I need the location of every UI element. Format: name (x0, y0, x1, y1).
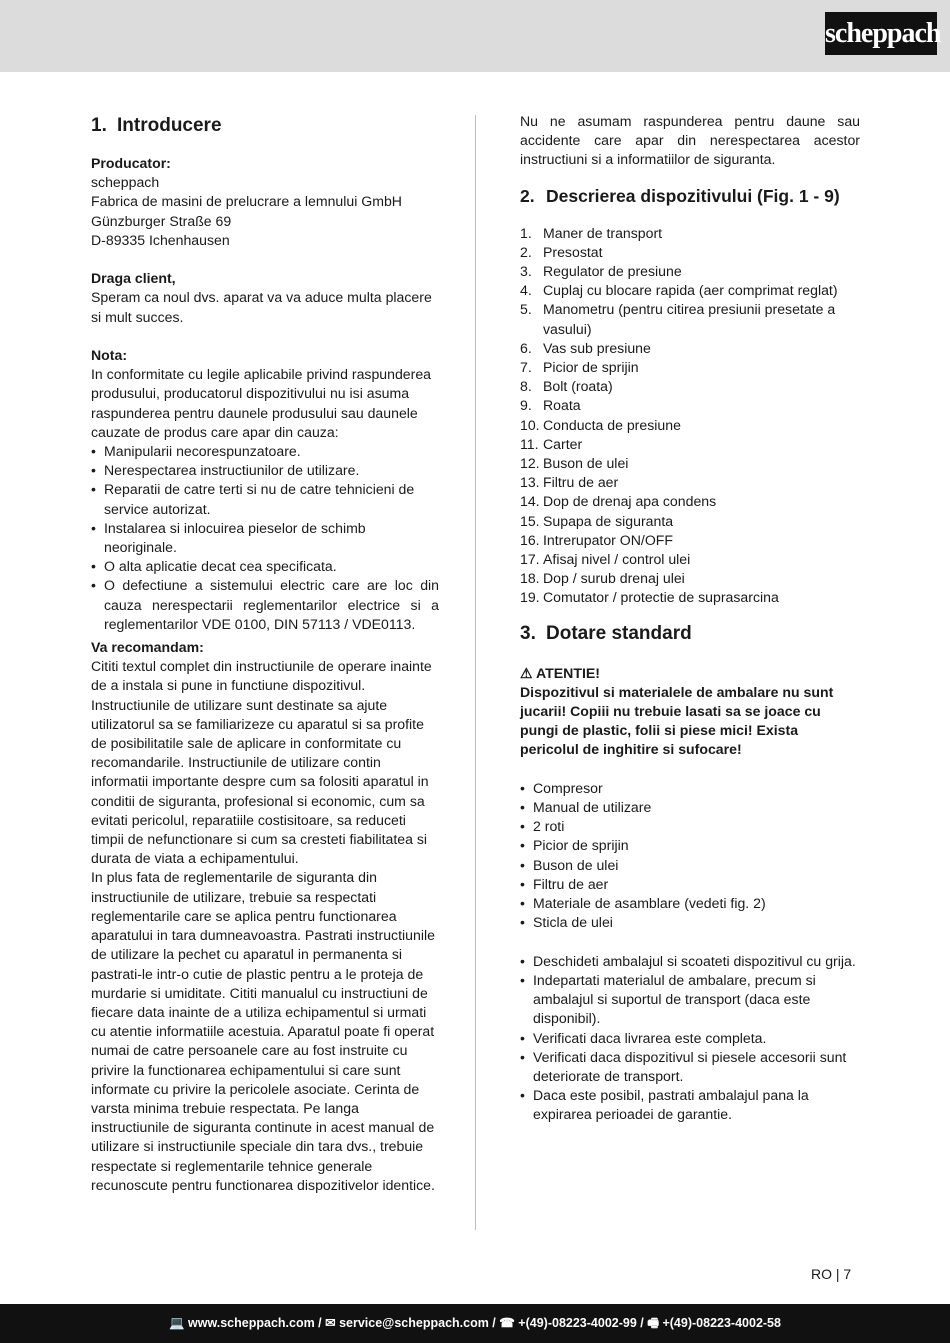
greeting-label: Draga client, (91, 270, 176, 287)
section-number: 1. (91, 115, 107, 136)
list-item: • Verificati daca livrarea este completa. (520, 1029, 860, 1048)
device-part-text: Dop / surub drenaj ulei (543, 570, 685, 587)
device-part-text: Cuplaj cu blocare rapida (aer comprimat reglat) (543, 282, 838, 299)
device-part-item (520, 435, 860, 454)
device-part-text: Carter (543, 435, 583, 452)
left-column (91, 112, 439, 1195)
device-part-item (520, 550, 860, 569)
list-item: • Buson de ulei (520, 856, 860, 875)
section-title-dotare (520, 620, 860, 648)
device-part-text: Conducta de presiune (543, 416, 681, 433)
device-part-item (520, 473, 860, 492)
device-part-item (520, 281, 860, 300)
list-item: • O alta aplicatie decat cea specificata. (91, 557, 439, 576)
device-part-text: Buson de ulei (543, 455, 629, 472)
device-part-item (520, 492, 860, 511)
producer-line: Günzburger Straße 69 (91, 212, 232, 229)
list-item: • Instalarea si inlocuirea pieselor de schimb neoriginale. (91, 519, 439, 557)
list-item: • Indepartati materialul de ambalare, precum si ambalajul si suportul de transport (daca este disponibil). (520, 971, 860, 1029)
device-part-number: 18. (520, 570, 540, 587)
device-part-number: 1. (520, 224, 532, 241)
device-part-text: Dop de drenaj apa condens (543, 493, 717, 510)
list-item: • Compresor (520, 779, 860, 798)
section-title-text: Descrierea dispozitivului (Fig. 1 - 9) (546, 185, 840, 206)
list-item: • Verificati daca dispozitivul si piesele accesorii sunt deteriorate de transport. (520, 1048, 860, 1086)
list-item: • Daca este posibil, pastrati ambalajul pana la expirarea perioadei de garantie. (520, 1086, 860, 1124)
list-item: • Picior de sprijin (520, 836, 860, 855)
note-list (91, 442, 439, 634)
device-part-item (520, 300, 860, 338)
device-part-item (520, 454, 860, 473)
device-part-item (520, 262, 860, 281)
device-part-number: 5. (520, 301, 532, 318)
footer-contact-bar: 💻 www.scheppach.com / ✉ service@scheppach.com / ☎ +(49)-08223-4002-99 / 🖷 +(49)-08223-4002-58 (0, 1304, 950, 1343)
note-text: In conformitate cu legile aplicabile privind raspunderea produsului, producatorul dispozitivului nu isi asuma raspunderea pentru daunele produsului sau daunele cauzate de produs care apar din cauza: (91, 366, 432, 440)
producer-line: scheppach (91, 174, 160, 191)
device-part-item (520, 224, 860, 243)
list-item: • O defectiune a sistemului electric care are loc din cauza nerespectarii reglementarilor electrice si a reglementarilor VDE 0100, DIN 57113 / VDE0113. (91, 576, 439, 634)
device-part-text: Bolt (roata) (543, 378, 613, 395)
device-parts-list (520, 224, 860, 608)
liability-text: Nu ne asumam raspunderea pentru daune sau accidente care apar din nerespectarea acestor instructiuni si a informatiilor de siguranta. (520, 113, 860, 168)
page-number: RO | 7 (811, 1266, 852, 1282)
device-part-text: Presostat (543, 243, 603, 260)
device-part-number: 14. (520, 493, 540, 510)
list-item: • Manual de utilizare (520, 798, 860, 817)
section-title-descriere (520, 182, 860, 210)
device-part-text: Roata (543, 397, 581, 414)
device-part-text: Maner de transport (543, 224, 663, 241)
header-bar (0, 0, 950, 72)
device-part-number: 17. (520, 551, 540, 568)
device-part-item (520, 377, 860, 396)
device-part-number: 19. (520, 589, 540, 606)
device-part-number: 16. (520, 531, 540, 548)
device-part-number: 7. (520, 359, 532, 376)
device-part-text: Vas sub presiune (543, 339, 651, 356)
device-part-number: 10. (520, 416, 540, 433)
greeting-text: Speram ca noul dvs. aparat va va aduce multa placere si mult succes. (91, 289, 432, 325)
note-label: Nota: (91, 347, 128, 363)
warning-label: ⚠ ATENTIE! (520, 664, 600, 681)
section-number: 2. (520, 185, 535, 206)
producer-line: Fabrica de masini de prelucrare a lemnului GmbH (91, 193, 402, 210)
device-part-text: Comutator / protectie de suprasarcina (543, 589, 779, 606)
device-part-number: 4. (520, 282, 532, 299)
device-part-number: 9. (520, 397, 532, 414)
column-divider (475, 115, 476, 1230)
device-part-number: 6. (520, 339, 532, 356)
device-part-text: Regulator de presiune (543, 263, 682, 280)
right-column (520, 112, 860, 1125)
section-title-text: Introducere (117, 115, 222, 136)
section-title-text: Dotare standard (546, 622, 692, 644)
device-part-text: Supapa de siguranta (543, 512, 674, 529)
warning-text: Dispozitivul si materialele de ambalare nu sunt jucarii! Copiii nu trebuie lasati sa se joace cu pungi de plastic, folii si piese mici! Exista pericolul de inghitire si sufocare! (520, 683, 834, 758)
recommend-paragraph: In plus fata de reglementarile de siguranta din instructiunile de utilizare, trebuie sa respectati reglementarile care se aplica pentru functionarea aparatului in tara dumneavoastra. Pastrati instructiunile de utilizare la pechet cu aparatul in permanenta si pastrati-le intr-o cutie de plastic pentru a le proteja de murdarie si umiditate. Cititi manualul cu instructiuni de fiecare data inainte de a utiliza echipamentul si urmati cu atentie informatiile acestuia. Aparatul poate fi operat numai de catre persoanele care au fost instruite cu privire la functionarea echipamentului si care sunt informate cu privire la pericolele asociate. Cerinta de varsta minima trebuie respectata. Pe langa instructiunile de siguranta continute in acest manual de utilizare si instructiunile speciale din tara dvs., trebuie respectate si reglementarile tehnice generale recunoscute pentru functionarea dispozitivelor identice. (91, 869, 435, 1193)
device-part-item (520, 531, 860, 550)
list-item: • Filtru de aer (520, 875, 860, 894)
device-part-item (520, 243, 860, 262)
list-item: • Deschideti ambalajul si scoateti dispozitivul cu grija. (520, 952, 860, 971)
scheppach-logo: scheppach (825, 12, 937, 55)
device-part-text: Filtru de aer (543, 474, 619, 491)
list-item: • Manipularii necorespunzatoare. (91, 442, 439, 461)
unpacking-list (520, 952, 860, 1125)
device-part-text: Intrerupator ON/OFF (543, 531, 674, 548)
device-part-number: 12. (520, 455, 540, 472)
device-part-text: Afisaj nivel / control ulei (543, 551, 691, 568)
producer-line: D-89335 Ichenhausen (91, 231, 230, 248)
section-title-introducere (91, 112, 439, 140)
device-part-number: 11. (520, 435, 539, 452)
device-part-number: 3. (520, 263, 532, 280)
standard-equipment-list (520, 779, 860, 933)
list-item: • 2 roti (520, 817, 860, 836)
device-part-number: 15. (520, 512, 540, 529)
device-part-text: Manometru (pentru citirea presiunii presetate a vasului) (543, 301, 836, 337)
device-part-item (520, 588, 860, 607)
producer-label: Producator: (91, 155, 171, 171)
device-part-text: Picior de sprijin (543, 359, 639, 376)
device-part-item (520, 358, 860, 377)
list-item: • Reparatii de catre terti si nu de catre tehnicieni de service autorizat. (91, 480, 439, 518)
device-part-item (520, 416, 860, 435)
device-part-number: 2. (520, 243, 532, 260)
list-item: • Sticla de ulei (520, 913, 860, 932)
recommend-label: Va recomandam: (91, 639, 204, 656)
list-item: • Nerespectarea instructiunilor de utilizare. (91, 461, 439, 480)
section-number: 3. (520, 622, 536, 644)
recommend-paragraph: Cititi textul complet din instructiunile de operare inainte de a instala si pune in functiune dispozitivul. Instructiunile de utilizare sunt destinate sa ajute utilizatorul sa se familiarizeze cu aparatul si sa profite de posibilitatile sale de aplicare in conformitate cu recomandarile. Instructiunile de utilizare contin informatii importante despre cum sa folositi aparatul in conditii de siguranta, profesional si economic, cum sa evitati pericolul, reparatiile costisitoare, sa reduceti timpii de nefunctionare si cum sa cresteti fiabilitatea si durata de viata a echipamentului. (91, 658, 432, 867)
device-part-item (520, 339, 860, 358)
device-part-number: 13. (520, 474, 540, 491)
device-part-item (520, 569, 860, 588)
device-part-item (520, 396, 860, 415)
device-part-number: 8. (520, 378, 532, 395)
device-part-item (520, 512, 860, 531)
list-item: • Materiale de asamblare (vedeti fig. 2) (520, 894, 860, 913)
